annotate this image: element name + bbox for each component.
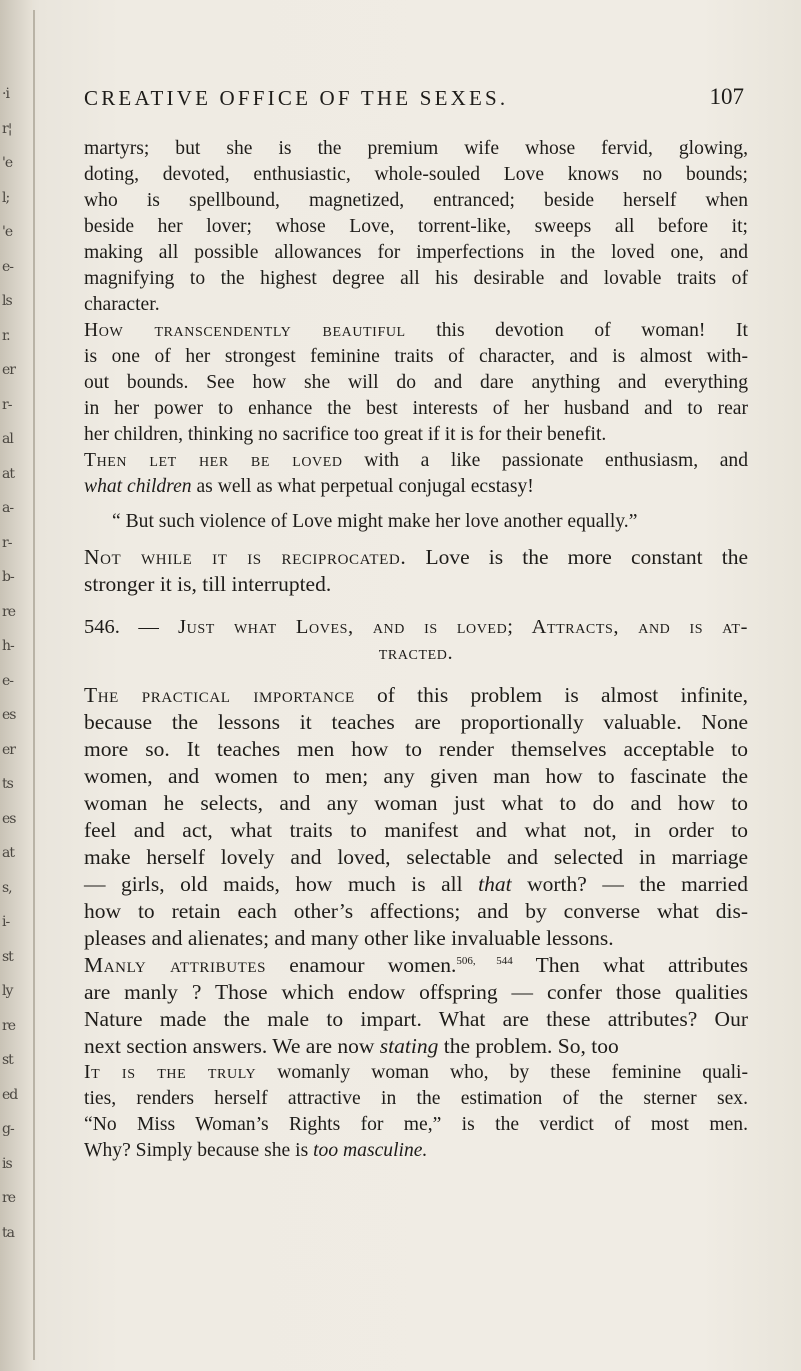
small-caps-lead: The practical importance [84, 683, 355, 707]
text-line [84, 474, 748, 500]
facing-page-fragment: 'e [2, 224, 13, 240]
text-line [84, 871, 748, 898]
text-line: feel and act, what traits to manifest and what not, in order to [84, 818, 748, 842]
text-line: magnifying to the highest degree all his desirable and lovable traits of [84, 268, 748, 289]
text-line: women, and women to men; any given man how to fascinate the [84, 764, 748, 788]
small-caps-lead: How transcendently beautiful [84, 320, 406, 341]
facing-page-fragment: er [2, 741, 15, 758]
facing-page-fragment: ed [2, 1086, 18, 1103]
facing-page-fragment: at [2, 465, 14, 482]
facing-page-fragment: l; [2, 189, 10, 206]
facing-page-fragment: 'e [2, 155, 13, 171]
page-spine-shadow [33, 10, 35, 1360]
paragraph-opening [84, 682, 748, 709]
text-line: out bounds. See how she will do and dare anything and everything [84, 372, 748, 393]
italic-run: what children [84, 476, 192, 497]
facing-page-fragment: ts [2, 776, 13, 792]
facing-page-fragment: ls [2, 293, 12, 309]
text-run: with a like passionate enthusiasm, and [342, 450, 748, 471]
page-body [84, 136, 748, 1164]
text-line: martyrs; but she is the premium wife whose fervid, glowing, [84, 138, 748, 159]
section-number: 546. — [84, 616, 159, 638]
running-head [84, 86, 744, 116]
text-run: — girls, old maids, how much is all [84, 872, 479, 896]
text-line: doting, devoted, enthusiastic, whole-souled Love knows no bounds; [84, 164, 748, 185]
paragraph-opening [84, 952, 748, 979]
cross-reference: 506, 544 [456, 954, 513, 967]
facing-page-fragment: at [2, 845, 14, 861]
text-line [84, 1033, 748, 1060]
text-run: next section answers. We are now [84, 1034, 380, 1058]
text-line: character. [84, 294, 160, 315]
text-run: worth? — the married [511, 872, 748, 896]
facing-page-fragment: s, [2, 879, 12, 896]
facing-page-fragment: is [2, 1155, 12, 1172]
paragraph-opening [84, 544, 748, 571]
facing-page-fragment: es [2, 810, 16, 827]
facing-page-fragment: r. [2, 327, 10, 344]
text-line: woman he selects, and any woman just what to do and how to [84, 791, 748, 815]
facing-page-fragment: h- [2, 638, 14, 654]
paragraph-opening [84, 318, 748, 344]
facing-page-fragment: st [2, 1052, 13, 1068]
text-run: womanly woman who, by these feminine quali- [256, 1062, 748, 1083]
text-line: Nature made the male to impart. What are these attributes? Our [84, 1007, 748, 1031]
text-line: making all possible allowances for imperfections in the loved one, and [84, 242, 748, 263]
facing-page-fragment: r- [2, 396, 12, 413]
text-line: are manly ? Those which endow offspring — confer those qualities [84, 980, 748, 1004]
text-line: make herself lovely and loved, selectable and selected in marriage [84, 845, 748, 869]
text-line: ties, renders herself attractive in the estimation of the sterner sex. [84, 1088, 748, 1109]
italic-run: too masculine. [313, 1140, 428, 1161]
text-run: Then what attributes [512, 953, 748, 977]
italic-run: that [478, 872, 512, 896]
facing-page-fragment: ly [2, 983, 13, 999]
facing-page-fragment: e- [2, 258, 14, 275]
running-title: CREATIVE OFFICE OF THE SEXES. [84, 86, 509, 110]
facing-page-fragment: re [2, 1190, 15, 1206]
text-run: as well as what perpetual conjugal ecstasy! [191, 476, 534, 497]
text-line: stronger it is, till interrupted. [84, 572, 332, 596]
small-caps-lead: Not while it is reciprocated. [84, 545, 407, 569]
facing-page-fragment: re [2, 1017, 15, 1034]
facing-page-fragment: re [2, 603, 15, 620]
section-heading [84, 614, 748, 640]
text-line: her children, thinking no sacrifice too great if it is for their benefit. [84, 424, 607, 445]
facing-page-fragment: a- [2, 500, 14, 516]
facing-page-fragment: i- [2, 914, 10, 930]
text-line: because the lessons it teaches are proportionally valuable. None [84, 710, 748, 734]
text-line [84, 1138, 748, 1164]
paragraph-opening [84, 448, 748, 474]
text-line: how to retain each other’s affections; and by converse what dis- [84, 899, 748, 923]
section-title: Just what Loves, and is loved; Attracts, and is at- [158, 616, 749, 638]
section-title-continued: tracted. [378, 642, 454, 664]
text-run: the problem. So, too [438, 1034, 619, 1058]
text-run: of this problem is almost infinite, [354, 683, 748, 707]
facing-page-fragment: r¦ [2, 120, 12, 137]
text-line: in her power to enhance the best interests of her husband and to rear [84, 398, 748, 419]
facing-page-fragment: r- [2, 534, 12, 551]
facing-page-fragment: ta [2, 1224, 14, 1241]
text-run: Why? Simply because she is [84, 1140, 314, 1161]
facing-page-fragment: ·i [2, 86, 9, 102]
text-line: is one of her strongest feminine traits of character, and is almost with- [84, 346, 748, 367]
text-line: who is spellbound, magnetized, entranced; beside herself when [84, 190, 748, 211]
small-caps-lead: Manly attributes [84, 953, 267, 977]
facing-page-fragment: st [2, 948, 13, 965]
page-number: 107 [709, 84, 744, 109]
small-caps-lead: Then let her be loved [84, 450, 343, 471]
facing-page-fragment: al [2, 431, 13, 447]
text-run: this devotion of woman! It [405, 320, 748, 341]
facing-page-fragment: es [2, 707, 16, 723]
facing-page-fragment: e- [2, 672, 14, 689]
facing-page-fragment: er [2, 362, 15, 378]
text-line: pleases and alienates; and many other like invaluable lessons. [84, 926, 614, 950]
text-line: “No Miss Woman’s Rights for me,” is the verdict of most men. [84, 1114, 748, 1135]
quoted-objection: “ But such violence of Love might make her love another equally.” [112, 511, 638, 532]
facing-page-fragment: g- [2, 1121, 14, 1137]
small-caps-lead: It is the truly [84, 1062, 257, 1083]
text-line: more so. It teaches men how to render themselves acceptable to [84, 737, 748, 761]
italic-run: stating [379, 1034, 439, 1058]
text-run: enamour women. [266, 953, 457, 977]
text-line: beside her lover; whose Love, torrent-like, sweeps all before it; [84, 216, 748, 237]
text-run: Love is the more constant the [406, 545, 748, 569]
paragraph-opening [84, 1060, 748, 1086]
facing-page-fragment: b- [2, 569, 14, 585]
